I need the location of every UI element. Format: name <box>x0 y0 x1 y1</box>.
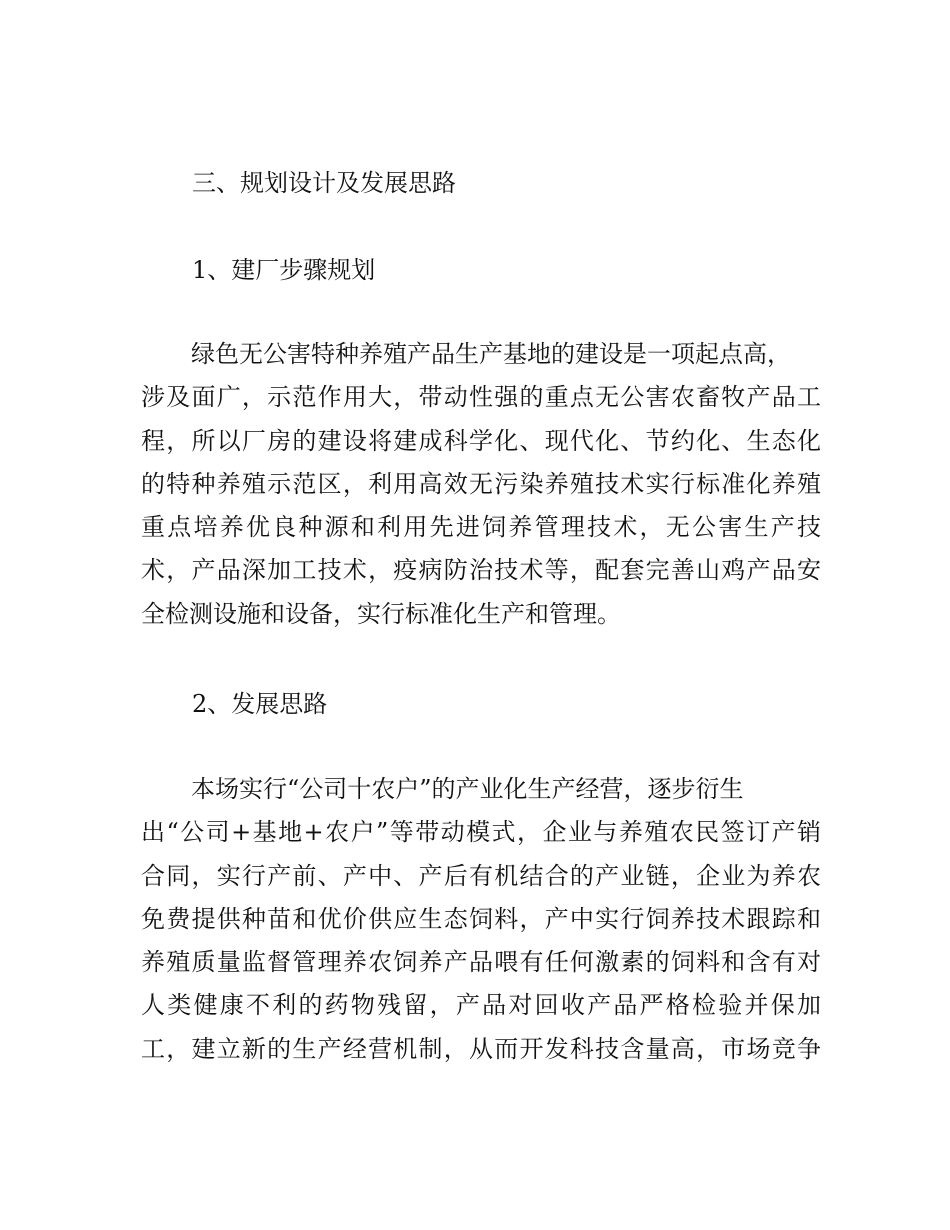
paragraph-development <box>141 768 821 1071</box>
paragraph-line: 工，建立新的生产经营机制，从而开发科技含量高，市场竞争 <box>141 1034 821 1063</box>
paragraph-line: 术，产品深加工技术，疫病防治技术等，配套完善山鸡产品安 <box>141 556 821 585</box>
paragraph-line: 的特种养殖示范区，利用高效无污染养殖技术实行标准化养殖 <box>141 469 821 498</box>
paragraph-line: 重点培养优良种源和利用先进饲养管理技术，无公害生产技 <box>141 513 821 542</box>
paragraph-line: 本场实行“公司十农户”的产业化生产经营，逐步衍生 <box>191 775 744 803</box>
paragraph-build-plan <box>141 333 821 636</box>
section-title: 三、规划设计及发展思路 <box>192 169 456 197</box>
paragraph-line: 人类健康不利的药物残留，产品对回收产品严格检验并保加 <box>141 991 821 1020</box>
subsection-title-build-plan: 1、建厂步骤规划 <box>192 256 376 284</box>
paragraph-line: 涉及面广，示范作用大，带动性强的重点无公害农畜牧产品工 <box>141 383 821 412</box>
paragraph-line: 绿色无公害特种养殖产品生产基地的建设是一项起点高， <box>191 340 791 368</box>
paragraph-line: 合同，实行产前、产中、产后有机结合的产业链，企业为养农 <box>141 861 821 890</box>
paragraph-line: 出“公司+基地+农户”等带动模式，企业与养殖农民签订产销 <box>141 818 821 847</box>
paragraph-line: 程，所以厂房的建设将建成科学化、现代化、节约化、生态化 <box>141 426 821 455</box>
paragraph-line: 免费提供种苗和优价供应生态饲料，产中实行饲养技术跟踪和 <box>141 904 821 933</box>
subsection-title-development: 2、发展思路 <box>192 690 328 718</box>
paragraph-line: 全检测设施和设备，实行标准化生产和管理。 <box>141 599 621 628</box>
paragraph-line: 养殖质量监督管理养农饲养产品喂有任何激素的饲料和含有对 <box>141 948 821 977</box>
